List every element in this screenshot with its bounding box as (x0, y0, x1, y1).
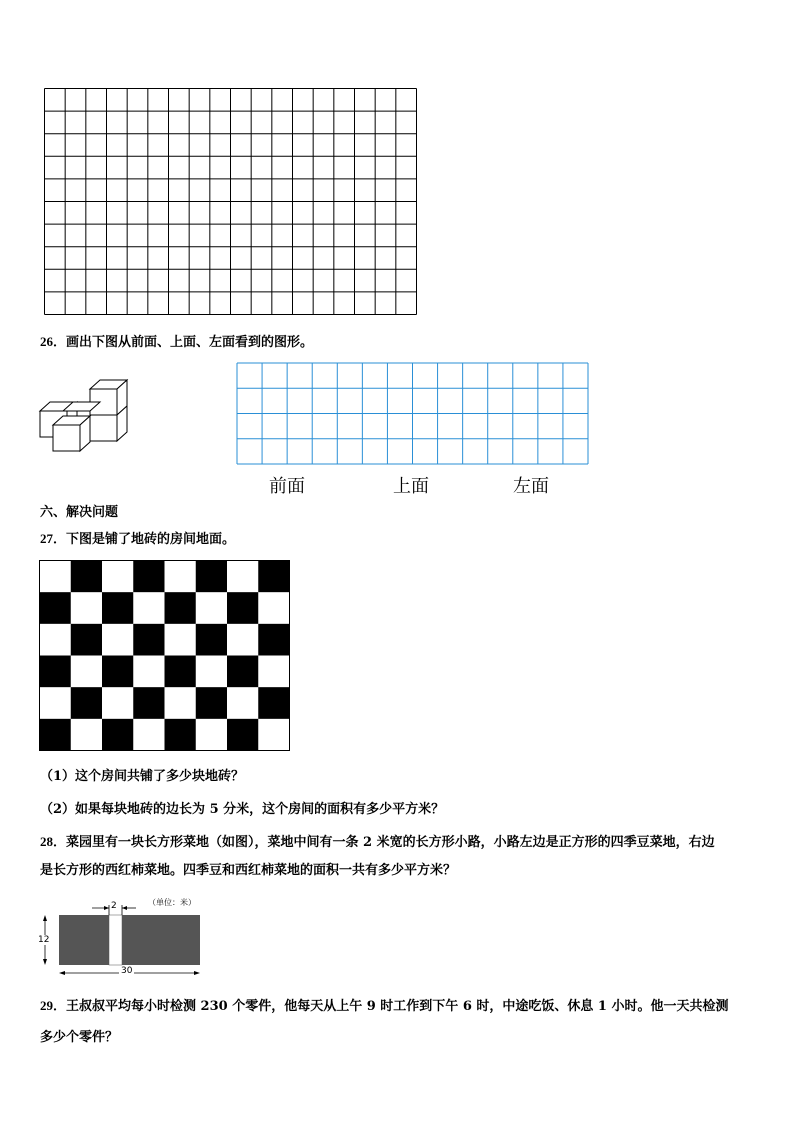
floor-tile-dark (258, 561, 289, 593)
question-28-line-2: 是长方形的西红柿菜地。四季豆和西红柿菜地的面积一共有多少平方米？ (40, 863, 457, 878)
question-number: 29 (40, 998, 53, 1013)
question-26: 26．画出下图从前面、上面、左面看到的图形。 (40, 334, 314, 350)
question-29: 29．王叔叔平均每小时检测 230 个零件，他每天从上午 9 时工作到下午 6 时，中途吃饭、休息 1 小时。他一天共检测 (40, 998, 729, 1014)
question-27: 27．下图是铺了地砖的房间地面。 (40, 531, 236, 547)
floor-tile-dark (227, 592, 258, 624)
floor-tile-dark (258, 624, 289, 656)
floor-tile-dark (165, 719, 196, 751)
floor-tile-dark (227, 719, 258, 751)
floor-tile-dark (71, 687, 102, 719)
question-text-line-1: 王叔叔平均每小时检测 230 个零件，他每天从上午 9 时工作到下午 6 时，中途吃饭、休息 1 小时。他一天共检测 (66, 999, 729, 1014)
floor-tile-dark (196, 561, 227, 593)
question-number: 28 (40, 834, 53, 849)
question-number: 26 (40, 334, 53, 349)
floor-tile-dark (102, 592, 133, 624)
floor-tile-dark (71, 624, 102, 656)
question-27-part-2: （2）如果每块地砖的边长为 5 分米，这个房间的面积有多少平方米？ (40, 802, 445, 817)
path-width-label: 2 (111, 901, 117, 911)
checkerboard-floor (39, 560, 291, 752)
unit-label: （单位：米） (148, 898, 196, 907)
floor-tile-dark (133, 687, 164, 719)
floor-tile-dark (133, 561, 164, 593)
question-27-part-1: （1）这个房间共铺了多少块地砖？ (40, 769, 245, 784)
floor-tile-dark (227, 656, 258, 688)
floor-tile-dark (165, 592, 196, 624)
floor-tile-dark (71, 561, 102, 593)
question-number: 27 (40, 531, 53, 546)
floor-tile-dark (258, 687, 289, 719)
question-text-line-1: 菜园里有一块长方形菜地（如图），菜地中间有一条 2 米宽的长方形小路，小路左边是正方形的四季豆菜地，右边 (66, 835, 715, 850)
floor-tile-dark (102, 656, 133, 688)
view-label-left: 左面 (513, 476, 549, 497)
floor-tile-dark (196, 624, 227, 656)
section-heading: 六、解决问题 (40, 505, 119, 520)
height-label: 12 (38, 935, 50, 945)
floor-tile-dark (196, 687, 227, 719)
floor-tile-dark (40, 719, 71, 751)
floor-tile-dark (40, 656, 71, 688)
floor-tile-dark (165, 656, 196, 688)
floor-tile-dark (102, 719, 133, 751)
question-29-line-2: 多少个零件？ (40, 1030, 119, 1045)
cube-stack-figure (36, 375, 131, 455)
view-label-top: 上面 (393, 476, 429, 497)
floor-tile-dark (133, 624, 164, 656)
answer-grid (43, 87, 418, 316)
question-text: 画出下图从前面、上面、左面看到的图形。 (66, 335, 314, 350)
question-28: 28．菜园里有一块长方形菜地（如图），菜地中间有一条 2 米宽的长方形小路，小路左边是正方形的四季豆菜地，右边 (40, 834, 715, 850)
floor-tile-dark (40, 592, 71, 624)
drawing-grid (236, 362, 590, 466)
view-label-front: 前面 (269, 476, 305, 497)
length-label: 30 (121, 966, 133, 976)
question-text: 下图是铺了地砖的房间地面。 (66, 532, 236, 547)
